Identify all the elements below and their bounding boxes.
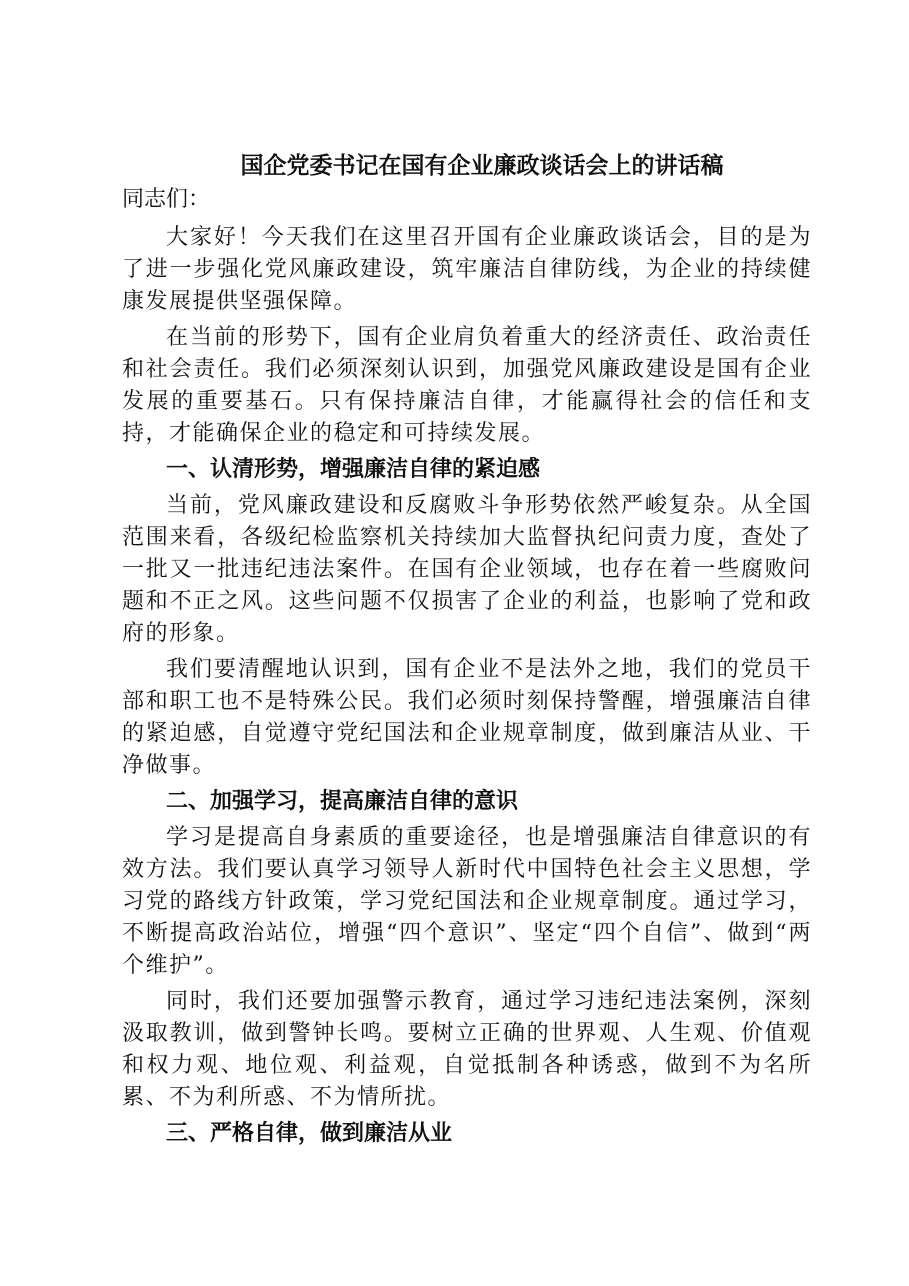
document-title: 国企党委书记在国有企业廉政谈话会上的讲话稿 xyxy=(240,152,724,179)
body-paragraph: 当前，党风廉政建设和反腐败斗争形势依然严峻复杂。从全国范围来看，各级纪检监察机关持续加大监督执纪问责力度，查处了一批又一批违纪违法案件。在国有企业领域，也存在着一些腐败问题和不正之风。这些问题不仅损害了企业的利益，也影响了党和政府的形象。 xyxy=(122,493,812,646)
document-page xyxy=(122,148,812,1154)
body-paragraph: 我们要清醒地认识到，国有企业不是法外之地，我们的党员干部和职工也不是特殊公民。我们必须时刻保持警醒，增强廉洁自律的紧迫感，自觉遵守党纪国法和企业规章制度，做到廉洁从业、干净做事。 xyxy=(122,657,812,778)
body-paragraph: 大家好！今天我们在这里召开国有企业廉政谈话会，目的是为了进一步强化党风廉政建设，筑牢廉洁自律防线，为企业的持续健康发展提供坚强保障。 xyxy=(122,225,812,314)
body-paragraph: 学习是提高自身素质的重要途径，也是增强廉洁自律意识的有效方法。我们要认真学习领导人新时代中国特色社会主义思想，学习党的路线方针政策，学习党纪国法和企业规章制度。通过学习，不断提高政治站位，增强“四个意识”、坚定“四个自信”、做到“两个维护”。 xyxy=(122,825,812,978)
document-body xyxy=(122,222,812,1150)
salutation: 同志们： xyxy=(122,187,211,212)
section-heading: 二、加强学习，提高廉洁自律的意识 xyxy=(166,789,519,814)
body-paragraph: 同时，我们还要加强警示教育，通过学习违纪违法案例，深刻汲取教训，做到警钟长鸣。要树立正确的世界观、人生观、价值观和权力观、地位观、利益观，自觉抵制各种诱惑，做到不为名所累、不为利所惑、不为情所扰。 xyxy=(122,989,812,1110)
section-heading: 一、认清形势，增强廉洁自律的紧迫感 xyxy=(166,457,541,482)
body-paragraph: 在当前的形势下，国有企业肩负着重大的经济责任、政治责任和社会责任。我们必须深刻认识到，加强党风廉政建设是国有企业发展的重要基石。只有保持廉洁自律，才能赢得社会的信任和支持，才能确保企业的稳定和可持续发展。 xyxy=(122,325,812,446)
section-heading: 三、严格自律，做到廉洁从业 xyxy=(166,1121,453,1146)
